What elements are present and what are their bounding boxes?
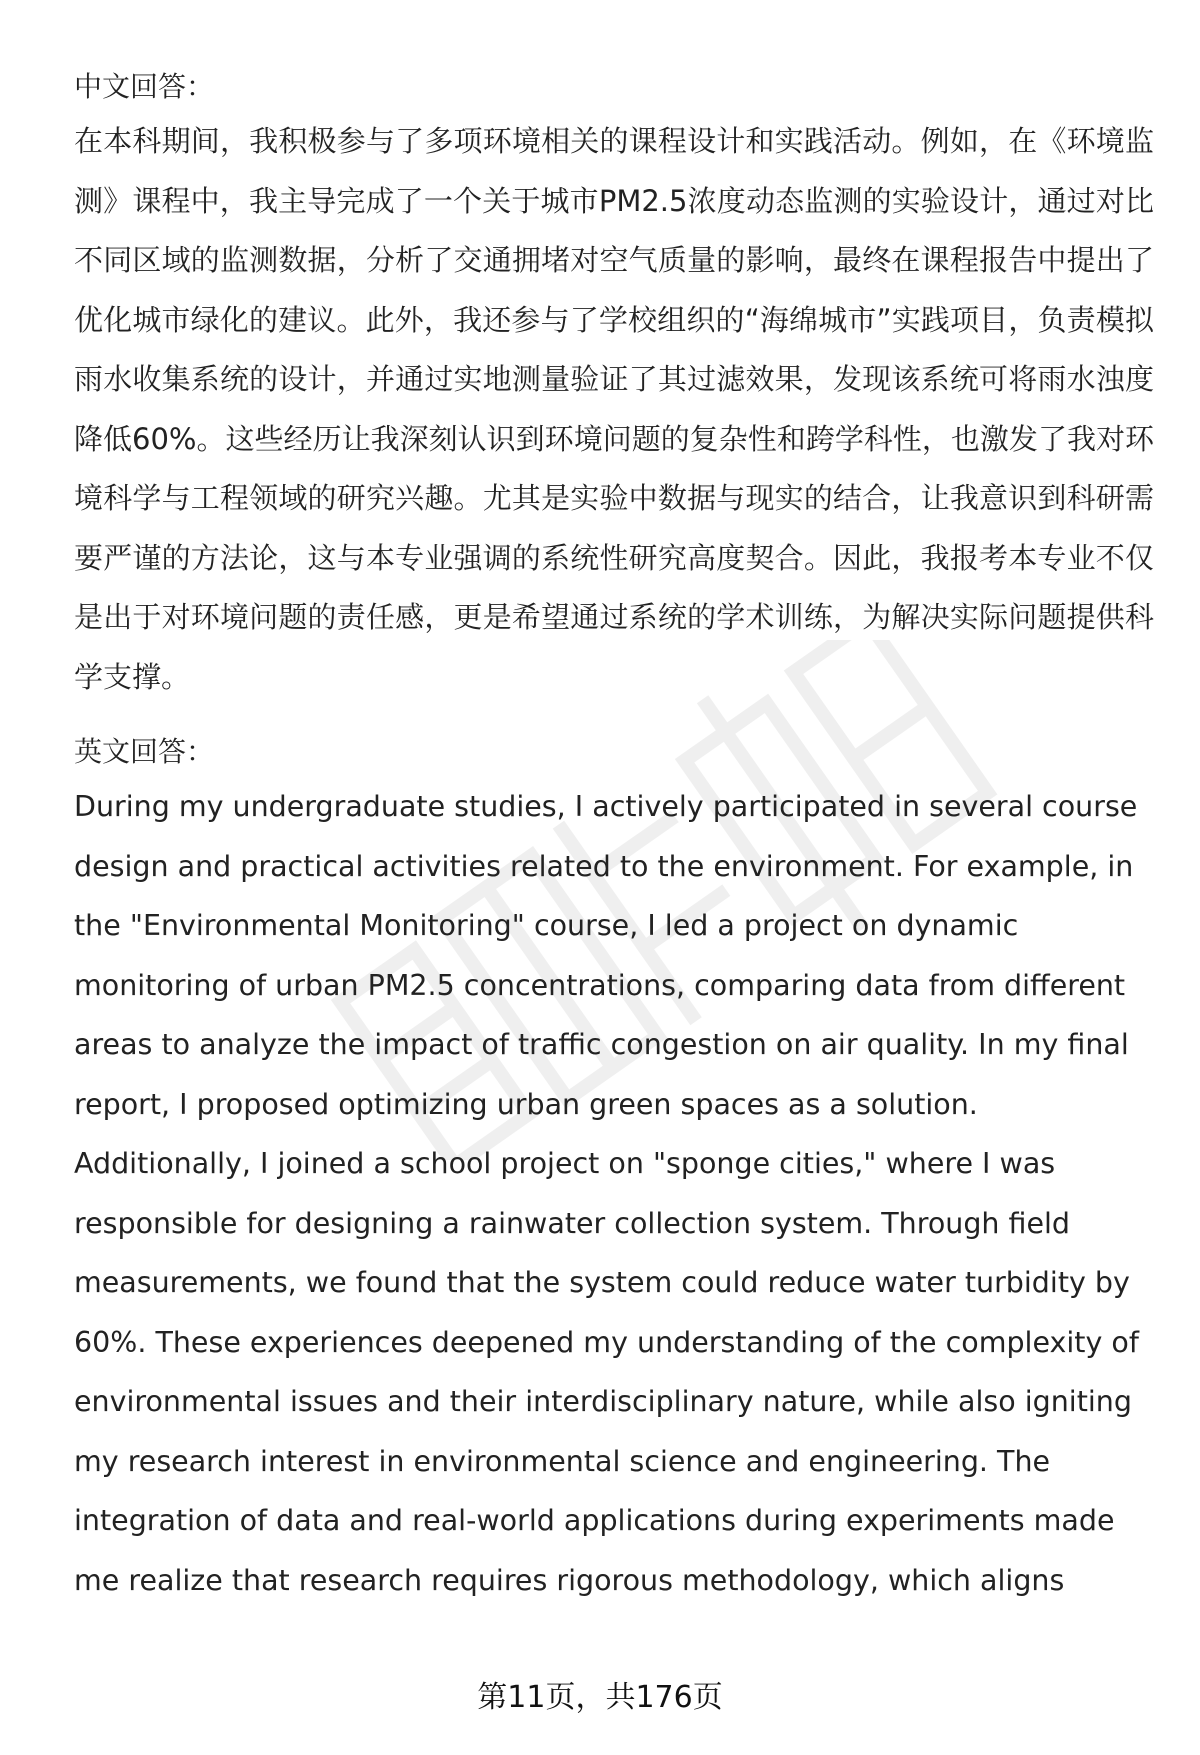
page-number-footer: 第11页，共176页	[477, 1680, 723, 1715]
english-answer-paragraph: During my undergraduate studies, I actively participated in several course design and practical activities related to the environment. For example, in the "Environmental Monitoring" course, I led a project on dynamic monitoring of urban PM2.5 concentrations, comparing data from different areas to analyze the impact of traffic congestion on air quality. In my final report, I proposed optimizing urban green spaces as a solution. Additionally, I joined a school project on "sponge cities," where I was responsible for designing a rainwater collection system. Through field measurements, we found that the system could reduce water turbidity by 60%. These experiences deepened my understanding of the complexity of environmental issues and their interdisciplinary nature, while also igniting my research interest in environmental science and engineering. The integration of data and real-world applications during experiments made me realize that research requires rigorous methodology, which aligns	[74, 790, 1139, 1597]
content-body	[74, 62, 1154, 1610]
chinese-answer-heading: 中文回答：	[74, 70, 215, 103]
english-answer-heading: 英文回答：	[74, 735, 215, 768]
chinese-answer-paragraph: 在本科期间，我积极参与了多项环境相关的课程设计和实践活动。例如，在《环境监测》课程中，我主导完成了一个关于城市PM2.5浓度动态监测的实验设计，通过对比不同区域的监测数据，分析了交通拥堵对空气质量的影响，最终在课程报告中提出了优化城市绿化的建议。此外，我还参与了学校组织的“海绵城市”实践项目，负责模拟雨水收集系统的设计，并通过实地测量验证了其过滤效果，发现该系统可将雨水浊度降低60%。这些经历让我深刻认识到环境问题的复杂性和跨学科性，也激发了我对环境科学与工程领域的研究兴趣。尤其是实验中数据与现实的结合，让我意识到科研需要严谨的方法论，这与本专业强调的系统性研究高度契合。因此，我报考本专业不仅是出于对环境问题的责任感，更是希望通过系统的学术训练，为解决实际问题提供科学支撑。	[74, 124, 1154, 694]
